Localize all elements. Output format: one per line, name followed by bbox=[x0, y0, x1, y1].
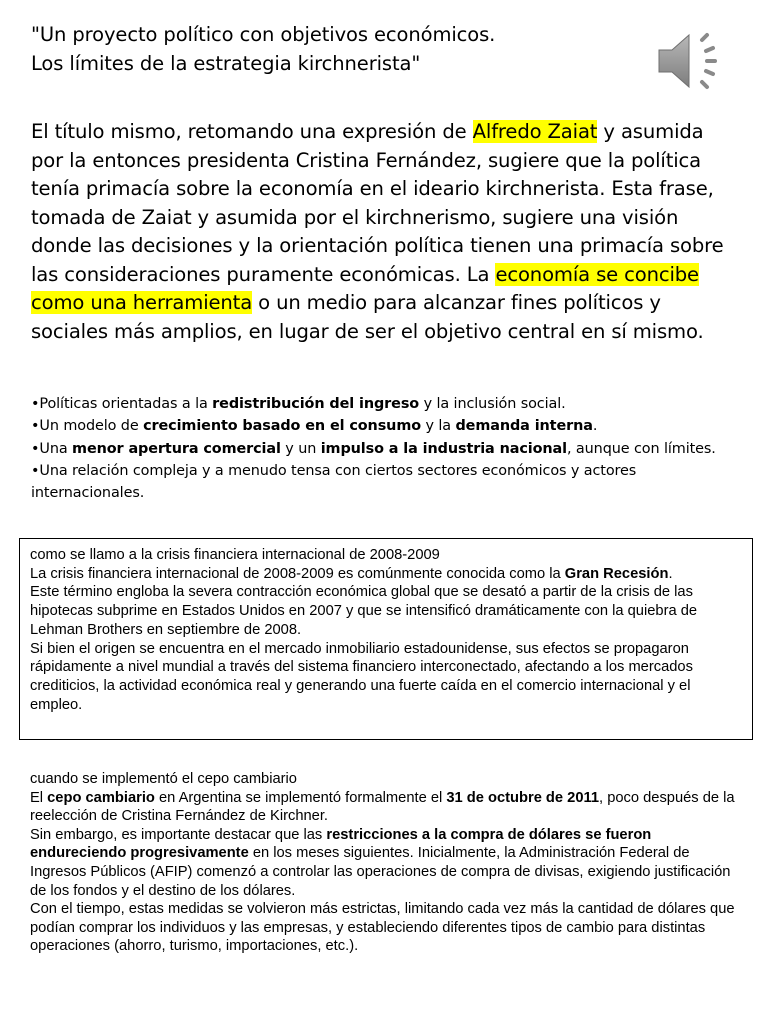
crisis-paragraph-1 bbox=[30, 565, 740, 584]
title-line-2: Los límites de la estrategia kirchnerista" bbox=[31, 52, 421, 75]
cepo-date-bold: 31 de octubre de 2011 bbox=[446, 789, 600, 806]
page-title bbox=[31, 20, 631, 78]
cepo-bold: cepo cambiario bbox=[47, 789, 155, 806]
intro-text-2: y asumida por la entonces presidenta Cristina Fernández, sugiere que la política tenía primacía sobre la economía en el ideario kirchnerista. Esta frase, tomada de Zaiat y asumida por el kirchnerismo, sugiere una visión donde las decisiones y la orientación política tienen una primacía sobre las consideraciones puramente económicas. La bbox=[31, 120, 724, 286]
bullet-bold: crecimiento basado en el consumo bbox=[143, 418, 421, 435]
bullet-text: •Una relación compleja y a menudo tensa con ciertos sectores económicos y actores internacionales. bbox=[31, 462, 637, 502]
cepo-bold: restricciones a la compra de dólares se fueron endureciendo progresivamente bbox=[30, 826, 652, 862]
bullet-text: •Una bbox=[31, 440, 73, 457]
bullet-list bbox=[31, 393, 736, 504]
cepo-paragraph-1 bbox=[30, 789, 745, 826]
bullet-text: , aunque con límites. bbox=[566, 440, 716, 457]
bullet-text: •Un modelo de bbox=[31, 418, 144, 435]
crisis-text: . bbox=[668, 565, 673, 582]
cepo-section bbox=[30, 770, 745, 956]
title-line-1: "Un proyecto político con objetivos económicos. bbox=[31, 23, 496, 46]
cepo-text: , poco después de la reelección de Cristina Fernández de Kirchner. bbox=[30, 789, 735, 825]
bullet-bold: menor apertura comercial bbox=[72, 440, 281, 457]
bullet-text: y la inclusión social. bbox=[419, 396, 566, 412]
list-item bbox=[31, 393, 736, 415]
gran-recesion-bold: Gran Recesión bbox=[564, 565, 669, 582]
crisis-paragraph-2: Este término engloba la severa contracción económica global que se desató a partir de la crisis de las hipotecas subprime en Estados Unidos en 2007 y que se intensificó dramáticamente con la quiebra de Lehman Brothers en septiembre de 2008. bbox=[30, 584, 698, 638]
cepo-paragraph-2 bbox=[30, 826, 745, 900]
cepo-text: Sin embargo, es importante destacar que las bbox=[30, 826, 327, 843]
cepo-text: en los meses siguientes. Inicialmente, la Administración Federal de Ingresos Públicos (AFIP) comenzó a controlar las operaciones de compra de divisas, exigiendo justificación de los fondos y el destino de los dólares. bbox=[30, 845, 731, 899]
cepo-text: en Argentina se implementó formalmente el bbox=[154, 789, 447, 806]
cepo-paragraph-3: Con el tiempo, estas medidas se volvieron más estrictas, limitando cada vez más la cantidad de dólares que podían comprar los individuos y las empresas, y estableciendo diferentes tipos de cambio para distintas operaciones (ahorro, turismo, importaciones, etc.). bbox=[30, 901, 735, 955]
bullet-text: y un bbox=[280, 440, 321, 457]
bullet-bold: redistribución del ingreso bbox=[212, 396, 420, 412]
intro-paragraph bbox=[31, 118, 731, 346]
highlight-alfredo-zaiat: Alfredo Zaiat bbox=[472, 120, 598, 143]
crisis-text: La crisis financiera internacional de 2008-2009 es comúnmente conocida como la bbox=[30, 565, 565, 582]
bullet-bold: impulso a la industria nacional bbox=[320, 440, 567, 457]
speaker-icon[interactable] bbox=[655, 30, 725, 92]
list-item bbox=[31, 438, 736, 460]
bullet-text: . bbox=[592, 418, 598, 435]
list-item bbox=[31, 460, 736, 505]
intro-text-1: El título mismo, retomando una expresión de bbox=[31, 120, 473, 143]
cepo-text: El bbox=[30, 789, 48, 806]
highlight-economia-herramienta: economía se concibe como una herramienta bbox=[31, 262, 699, 314]
crisis-paragraph-3: Si bien el origen se encuentra en el mercado inmobiliario estadounidense, sus efectos se propagaron rápidamente a nivel mundial a través del sistema financiero interconectado, afectando a los mercados crediticios, la actividad económica real y generando una fuerte caída en el comercio internacional y el empleo. bbox=[30, 640, 693, 713]
bullet-bold: demanda interna bbox=[455, 418, 593, 435]
bullet-text: •Políticas orientadas a la bbox=[31, 396, 213, 412]
intro-text-3: o un medio para alcanzar fines políticos y sociales más amplios, en lugar de ser el objetivo central en sí mismo. bbox=[31, 291, 704, 343]
crisis-question: como se llamo a la crisis financiera internacional de 2008-2009 bbox=[30, 547, 440, 563]
crisis-answer-box bbox=[19, 538, 753, 740]
cepo-question: cuando se implementó el cepo cambiario bbox=[30, 771, 297, 787]
list-item bbox=[31, 415, 736, 437]
bullet-text: y la bbox=[421, 418, 456, 435]
